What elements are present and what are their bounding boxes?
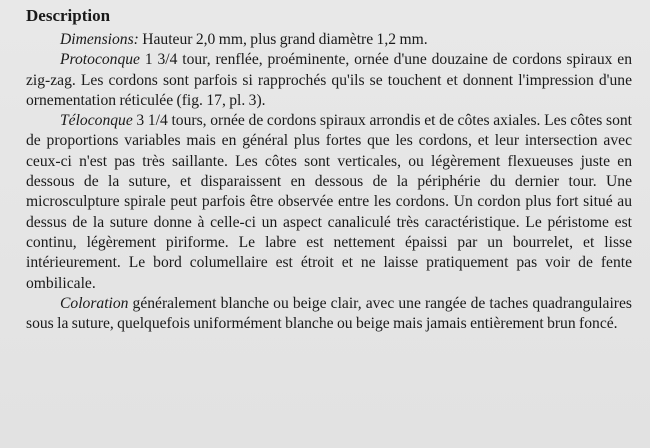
- paragraph-protoconque: [26, 50, 632, 111]
- paragraph-lead: Dimensions:: [60, 31, 139, 48]
- section-heading: Description: [26, 6, 111, 25]
- paragraph-teloconque: [26, 111, 632, 294]
- paragraph-text: 1 3/4 tour, renflée, proéminente, ornée d'une douzaine de cordons spiraux en zig-zag. Les cordons sont parfois si rapprochés qu'ils se touchent et donnent l'impression d'une ornementation réticulée (fig. 17, pl. 3).: [26, 51, 632, 109]
- paragraph-text: Hauteur 2,0 mm, plus grand diamètre 1,2 mm.: [138, 31, 428, 48]
- description-body: [26, 30, 632, 334]
- paragraph-text: 3 1/4 tours, ornée de cordons spiraux arrondis et de côtes axiales. Les côtes sont de proportions variables mais en général plus fortes que les cordons, et leur intersection avec ceux-ci n'est pas très saillante. Les côtes sont verticales, ou légèrement flexueuses juste en dessous de la suture, et disparaissent en dessous de la périphérie du dernier tour. Une microsculpture spirale peut parfois être observée entre les cordons. Un cordon plus fort situé au dessus de la suture donne à celle-ci un aspect canaliculé très caractéristique. Le péristome est continu, légèrement piriforme. Le labre est nettement épaissi par un bourrelet, et lisse intérieurement. Le bord columellaire est étroit et ne laisse pratiquement pas voir de fente ombilicale.: [26, 112, 632, 292]
- paragraph-lead: Téloconque: [60, 112, 133, 130]
- paragraph-coloration: [26, 294, 632, 335]
- paragraph-text: généralement blanche ou beige clair, avec une rangée de taches quadrangulaires sous la suture, quelquefois uniformément blanche ou beige mais jamais entièrement brun foncé.: [26, 294, 632, 333]
- paragraph-lead: Protoconque: [60, 51, 140, 69]
- paragraph-lead: Coloration: [60, 294, 129, 312]
- paragraph-dimensions: [26, 30, 632, 50]
